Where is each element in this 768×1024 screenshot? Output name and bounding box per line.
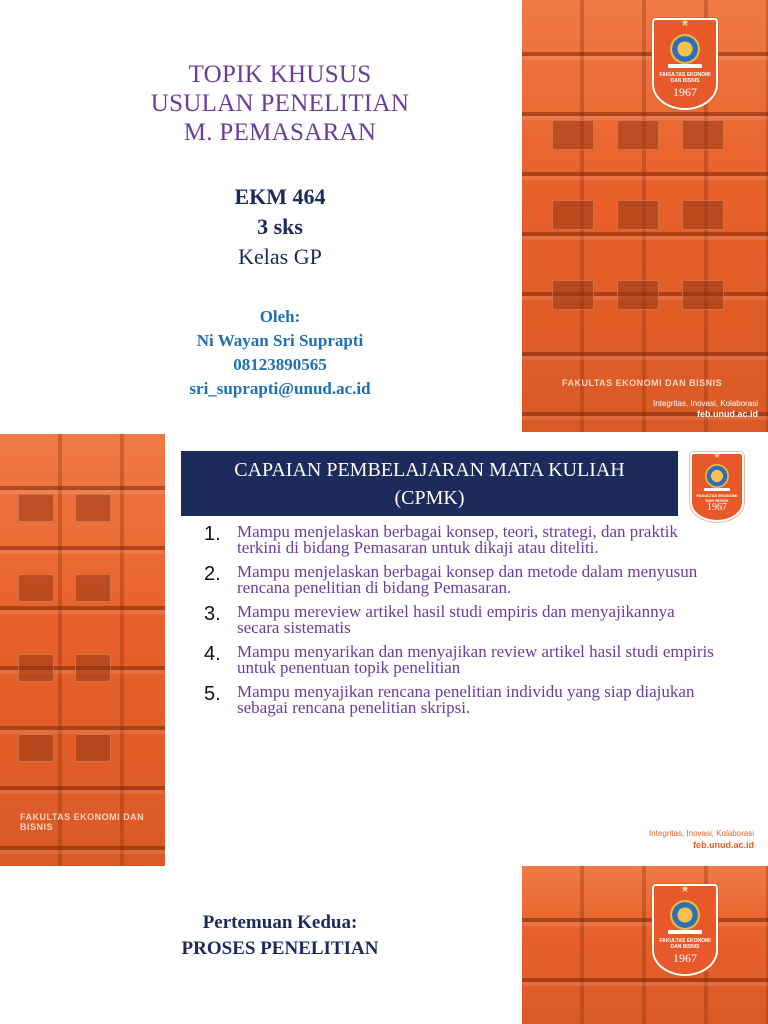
title-line-3: M. PEMASARAN — [183, 119, 377, 146]
building-photo — [522, 0, 768, 432]
list-item: 2. Mampu menjelaskan berbagai konsep dan metode dalam menyusun rencana penelitian di bidang Pemasaran. — [204, 562, 698, 597]
meeting-topic: PROSES PENELITIAN — [181, 938, 379, 959]
faculty-logo: ★ FAKULTAS EKONOMI DAN BISNIS 1967 — [690, 452, 744, 522]
tagline: Integritas, Inovasi, Kolaborasi — [653, 399, 758, 408]
list-item: 4. Mampu menyarikan dan menyajikan review artikel hasil studi empiris untuk penentuan topik penelitian — [204, 642, 714, 677]
faculty-logo: ★ FAKULTAS EKONOMI DAN BISNIS 1967 — [652, 884, 718, 976]
cpmk-heading — [181, 451, 678, 516]
course-credits: 3 sks — [257, 214, 303, 239]
building-photo — [0, 434, 165, 866]
building-sign: FAKULTAS EKONOMI DAN BISNIS — [562, 378, 723, 388]
logo-year: 1967 — [673, 85, 697, 99]
logo-year: 1967 — [673, 951, 697, 965]
meeting-title — [80, 910, 480, 962]
website: feb.unud.ac.id — [696, 409, 758, 419]
website: feb.unud.ac.id — [692, 840, 754, 850]
logo-text: FAKULTAS EKONOMI DAN BISNIS — [659, 938, 711, 950]
slide-3 — [0, 866, 768, 1024]
course-class: Kelas GP — [238, 244, 322, 269]
list-item: 3. Mampu mereview artikel hasil studi empiris dan menyajikannya secara sistematis — [204, 602, 675, 637]
meeting-label: Pertemuan Kedua: — [202, 912, 358, 933]
cpmk-list — [196, 524, 716, 724]
author-block — [80, 305, 480, 401]
author-phone: 08123890565 — [233, 355, 327, 374]
author-name: Ni Wayan Sri Suprapti — [196, 331, 364, 350]
title-line-2: USULAN PENELITIAN — [150, 90, 410, 117]
faculty-logo: ★ FAKULTAS EKONOMI DAN BISNIS 1967 — [652, 18, 718, 110]
by-label: Oleh: — [259, 307, 301, 326]
slide-2 — [0, 432, 768, 866]
logo-text: FAKULTAS EKONOMI DAN BISNIS — [696, 493, 738, 503]
cpmk-heading-line-1: CAPAIAN PEMBELAJARAN MATA KULIAH — [234, 459, 625, 481]
course-info — [80, 182, 480, 272]
author-email: sri_suprapti@unud.ac.id — [189, 379, 371, 398]
title-line-1: TOPIK KHUSUS — [188, 61, 372, 88]
building-sign: FAKULTAS EKONOMI DAN BISNIS — [20, 812, 145, 832]
tagline: Integritas, Inovasi, Kolaborasi — [649, 829, 754, 838]
logo-year: 1967 — [707, 502, 727, 513]
cpmk-heading-line-2: (CPMK) — [394, 487, 465, 509]
logo-text: FAKULTAS EKONOMI DAN BISNIS — [659, 72, 711, 84]
list-item: 5. Mampu menyajikan rencana penelitian individu yang siap diajukan sebagai rencana penelitian skripsi. — [204, 682, 695, 717]
course-code: EKM 464 — [234, 184, 326, 209]
building-photo — [522, 866, 768, 1024]
slide-1 — [0, 0, 768, 432]
course-title — [80, 60, 480, 147]
list-item: 1. Mampu menjelaskan berbagai konsep, teori, strategi, dan praktik terkini di bidang Pemasaran untuk dikaji atau diteliti. — [204, 522, 678, 557]
